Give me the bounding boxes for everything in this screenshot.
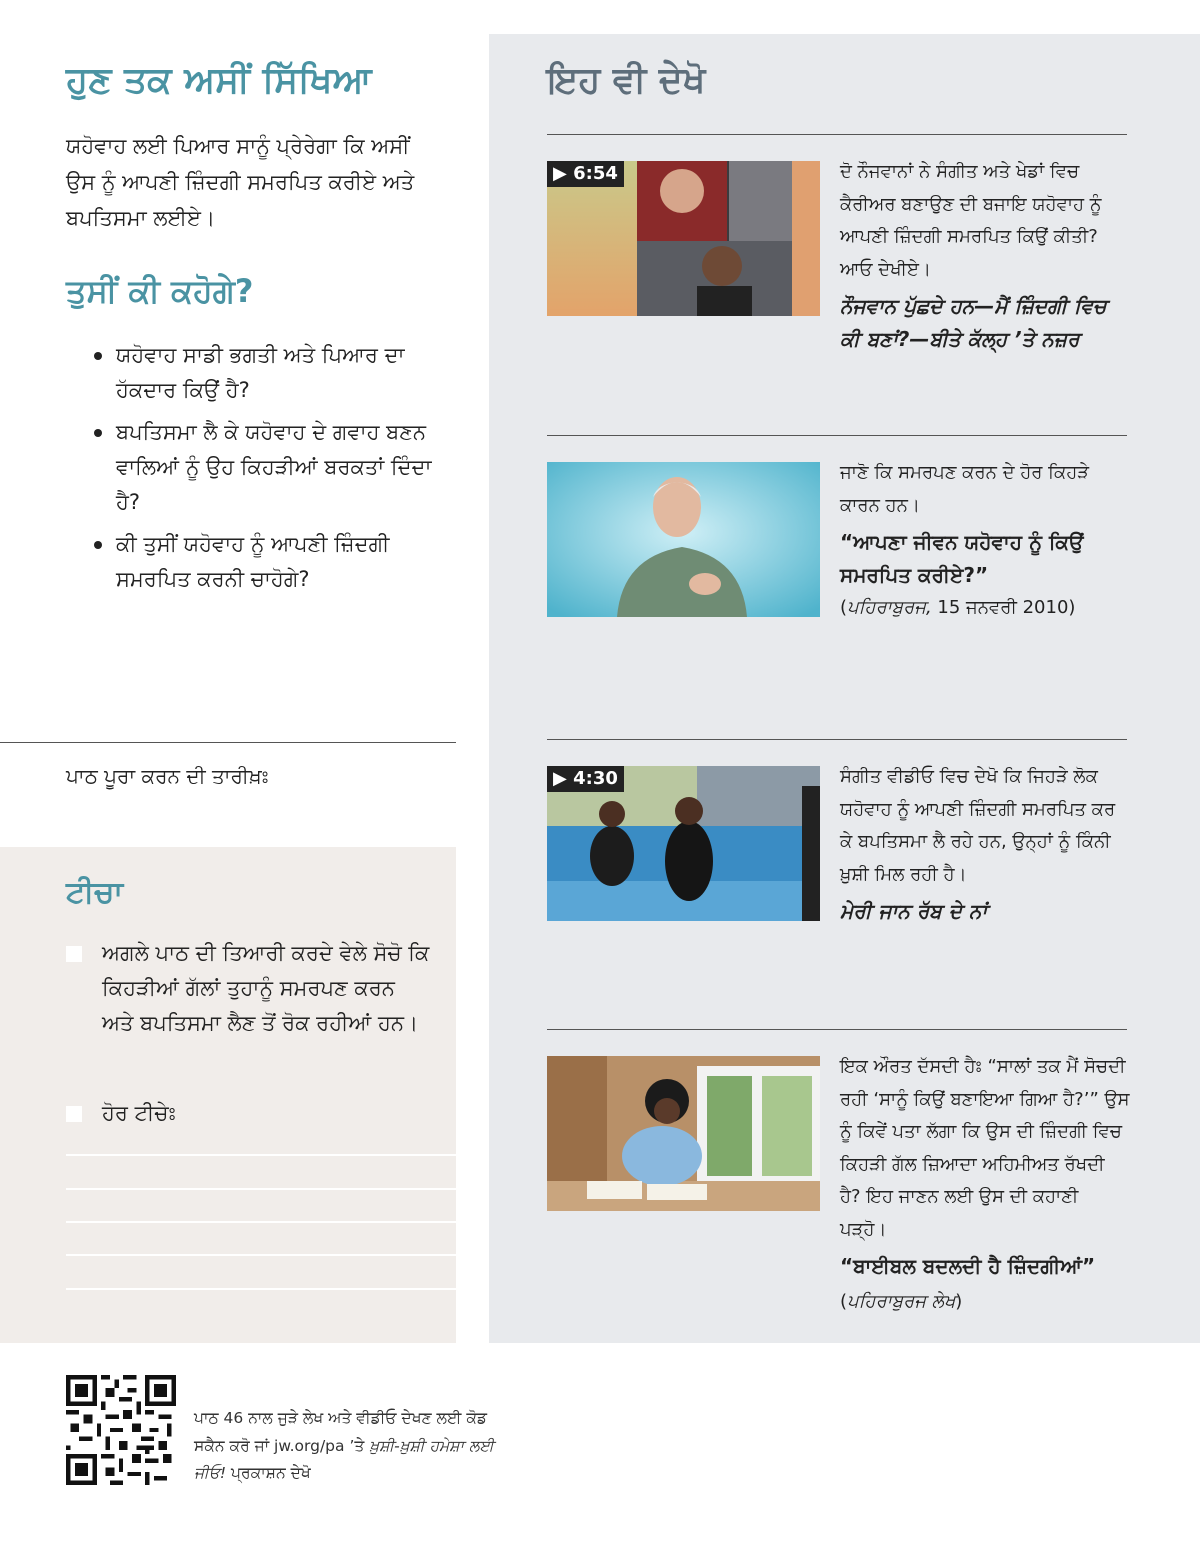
review-questions [90, 338, 450, 604]
divider [547, 1029, 1127, 1030]
article-title-link[interactable]: “ਆਪਣਾ ਜੀਵਨ ਯਹੋਵਾਹ ਨੂੰ ਕਿਉਂ ਸਮਰਪਿਤ ਕਰੀਏ?” [840, 530, 1084, 587]
footer-text-end: ਪ੍ਰਕਾਸ਼ਨ ਦੇਖੋ [226, 1464, 311, 1482]
goals-title: ਟੀਚਾ [66, 875, 124, 910]
goal-item [66, 1096, 432, 1131]
see-also-item-4 [840, 1051, 1130, 1318]
write-line[interactable] [66, 1221, 456, 1223]
article-thumbnail[interactable] [547, 1056, 820, 1211]
video-duration: ▶ 6:54 [547, 161, 624, 187]
article-thumbnail[interactable] [547, 462, 820, 617]
completion-date-label: ਪਾਠ ਪੂਰਾ ਕਰਨ ਦੀ ਤਾਰੀਖ਼ਃ [66, 764, 269, 788]
goals-panel [0, 847, 456, 1343]
qr-code-icon[interactable] [66, 1375, 176, 1485]
source-open: ( [840, 597, 848, 618]
bullet-icon [94, 429, 102, 437]
source-publication: ਪਹਿਰਾਬੁਰਜ, [847, 597, 932, 618]
item-description: ਦੋ ਨੌਜਵਾਨਾਂ ਨੇ ਸੰਗੀਤ ਅਤੇ ਖੇਡਾਂ ਵਿਚ ਕੈਰੀਅਰ ਬਣਾਉਣ ਦੀ ਬਜਾਇ ਯਹੋਵਾਹ ਨੂੰ ਆਪਣੀ ਜ਼ਿੰਦਗੀ ਸਮਰਪਿਤ ਕਿਉਂ ਕੀਤੀ? ਆਓ ਦੇਖੀਏ। [840, 161, 1102, 280]
source-date: 15 ਜਨਵਰੀ 2010) [931, 597, 1076, 618]
item-description: ਇਕ ਔਰਤ ਦੱਸਦੀ ਹੈਃ “ਸਾਲਾਂ ਤਕ ਮੈਂ ਸੋਚਦੀ ਰਹੀ ‘ਸਾਨੂੰ ਕਿਉਂ ਬਣਾਇਆ ਗਿਆ ਹੈ?’” ਉਸ ਨੂੰ ਕਿਵੇਂ ਪਤਾ ਲੱਗਾ ਕਿ ਉਸ ਦੀ ਜ਼ਿੰਦਗੀ ਵਿਚ ਕਿਹੜੀ ਗੱਲ ਜ਼ਿਆਦਾ ਅਹਿਮੀਅਤ ਰੱਖਦੀ ਹੈ? ਇਹ ਜਾਣਨ ਲਈ ਉਸ ਦੀ ਕਹਾਣੀ ਪੜ੍ਹੋ। [840, 1056, 1130, 1240]
goal-item [66, 936, 432, 1041]
footer-publication[interactable]: ਖ਼ੁਸ਼ੀ-ਖ਼ੁਸ਼ੀ ਹਮੇਸ਼ਾ ਲਈ ਜੀਓ! [194, 1436, 494, 1482]
divider [547, 134, 1127, 135]
see-also-item-1 [840, 156, 1130, 356]
question-text: ਯਹੋਵਾਹ ਸਾਡੀ ਭਗਤੀ ਅਤੇ ਪਿਆਰ ਦਾ ਹੱਕਦਾਰ ਕਿਉਂ ਹੈ? [116, 343, 405, 402]
write-line[interactable] [66, 1154, 456, 1156]
footer-text: ਪਾਠ 46 ਨਾਲ ਜੁੜੇ ਲੇਖ ਅਤੇ ਵੀਡੀਓ ਦੇਖਣ ਲਈ ਕੋਡ ਸਕੈਨ ਕਰੋ ਜਾਂ jw.org/pa ’ਤੇ [194, 1409, 487, 1455]
video-title-link[interactable]: ਮੇਰੀ ਜਾਨ ਰੱਬ ਦੇ ਨਾਂ [840, 899, 987, 923]
goal-text: ਅਗਲੇ ਪਾਠ ਦੀ ਤਿਆਰੀ ਕਰਦੇ ਵੇਲੇ ਸੋਚੋ ਕਿ ਕਿਹੜੀਆਂ ਗੱਲਾਂ ਤੁਹਾਨੂੰ ਸਮਰਪਣ ਕਰਨ ਅਤੇ ਬਪਤਿਸਮਾ ਲੈਣ ਤੋਂ ਰੋਕ ਰਹੀਆਂ ਹਨ। [102, 941, 430, 1035]
review-question [90, 338, 450, 408]
question-text: ਬਪਤਿਸਮਾ ਲੈ ਕੇ ਯਹੋਵਾਹ ਦੇ ਗਵਾਹ ਬਣਨ ਵਾਲਿਆਂ ਨੂੰ ਉਹ ਕਿਹੜੀਆਂ ਬਰਕਤਾਂ ਦਿੰਦਾ ਹੈ? [116, 420, 432, 514]
see-also-item-2 [840, 457, 1130, 625]
video-duration: ▶ 4:30 [547, 766, 624, 792]
video-title-link[interactable]: ਨੌਜਵਾਨ ਪੁੱਛਦੇ ਹਨ—ਮੈਂ ਜ਼ਿੰਦਗੀ ਵਿਚ ਕੀ ਬਣਾਂ?—ਬੀਤੇ ਕੱਲ੍ਹ ’ਤੇ ਨਜ਼ਰ [840, 294, 1107, 351]
review-title: ਤੁਸੀਂ ਕੀ ਕਹੋਗੇ? [66, 272, 254, 310]
divider [0, 742, 456, 743]
goal-text: ਹੋਰ ਟੀਚੇਃ [102, 1101, 176, 1125]
article-title-text[interactable]: “ਬਾਈਬਲ ਬਦਲਦੀ ਹੈ ਜ਼ਿੰਦਗੀਆਂ” [840, 1254, 1096, 1278]
review-question [90, 527, 450, 597]
see-also-title: ਇਹ ਵੀ ਦੇਖੋ [547, 60, 706, 101]
article-title-link[interactable] [840, 1250, 1130, 1318]
question-text: ਕੀ ਤੁਸੀਂ ਯਹੋਵਾਹ ਨੂੰ ਆਪਣੀ ਜ਼ਿੰਦਗੀ ਸਮਰਪਿਤ ਕਰਨੀ ਚਾਹੋਗੇ? [116, 532, 390, 591]
video-thumbnail[interactable] [547, 766, 820, 921]
goal-checkbox[interactable] [66, 1106, 82, 1122]
write-line[interactable] [66, 1254, 456, 1256]
write-line[interactable] [66, 1188, 456, 1190]
video-thumbnail[interactable] [547, 161, 820, 316]
review-question [90, 415, 450, 520]
divider [547, 435, 1127, 436]
source-publication: ਪਹਿਰਾਬੁਰਜ ਲੇਖ [847, 1291, 956, 1312]
see-also-item-3 [840, 761, 1130, 928]
article-image [547, 1056, 820, 1211]
learned-title: ਹੁਣ ਤਕ ਅਸੀਂ ਸਿੱਖਿਆ [66, 60, 372, 101]
bullet-icon [94, 541, 102, 549]
bullet-icon [94, 352, 102, 360]
item-description: ਸੰਗੀਤ ਵੀਡੀਓ ਵਿਚ ਦੇਖੋ ਕਿ ਜਿਹੜੇ ਲੋਕ ਯਹੋਵਾਹ ਨੂੰ ਆਪਣੀ ਜ਼ਿੰਦਗੀ ਸਮਰਪਿਤ ਕਰ ਕੇ ਬਪਤਿਸਮਾ ਲੈ ਰਹੇ ਹਨ, ਉਨ੍ਹਾਂ ਨੂੰ ਕਿੰਨੀ ਖ਼ੁਸ਼ੀ ਮਿਲ ਰਹੀ ਹੈ। [840, 766, 1116, 885]
article-image [547, 462, 820, 617]
learned-summary: ਯਹੋਵਾਹ ਲਈ ਪਿਆਰ ਸਾਨੂੰ ਪ੍ਰੇਰੇਗਾ ਕਿ ਅਸੀਂ ਉਸ ਨੂੰ ਆਪਣੀ ਜ਼ਿੰਦਗੀ ਸਮਰਪਿਤ ਕਰੀਏ ਅਤੇ ਬਪਤਿਸਮਾ ਲਈਏ। [66, 134, 415, 230]
divider [547, 739, 1127, 740]
write-line[interactable] [66, 1288, 456, 1290]
footer-note [194, 1405, 514, 1488]
source-open: ( [840, 1291, 848, 1312]
goal-checkbox[interactable] [66, 946, 82, 962]
item-description: ਜਾਣੋ ਕਿ ਸਮਰਪਣ ਕਰਨ ਦੇ ਹੋਰ ਕਿਹੜੇ ਕਾਰਨ ਹਨ। [840, 462, 1090, 516]
source-close: ) [955, 1291, 963, 1312]
